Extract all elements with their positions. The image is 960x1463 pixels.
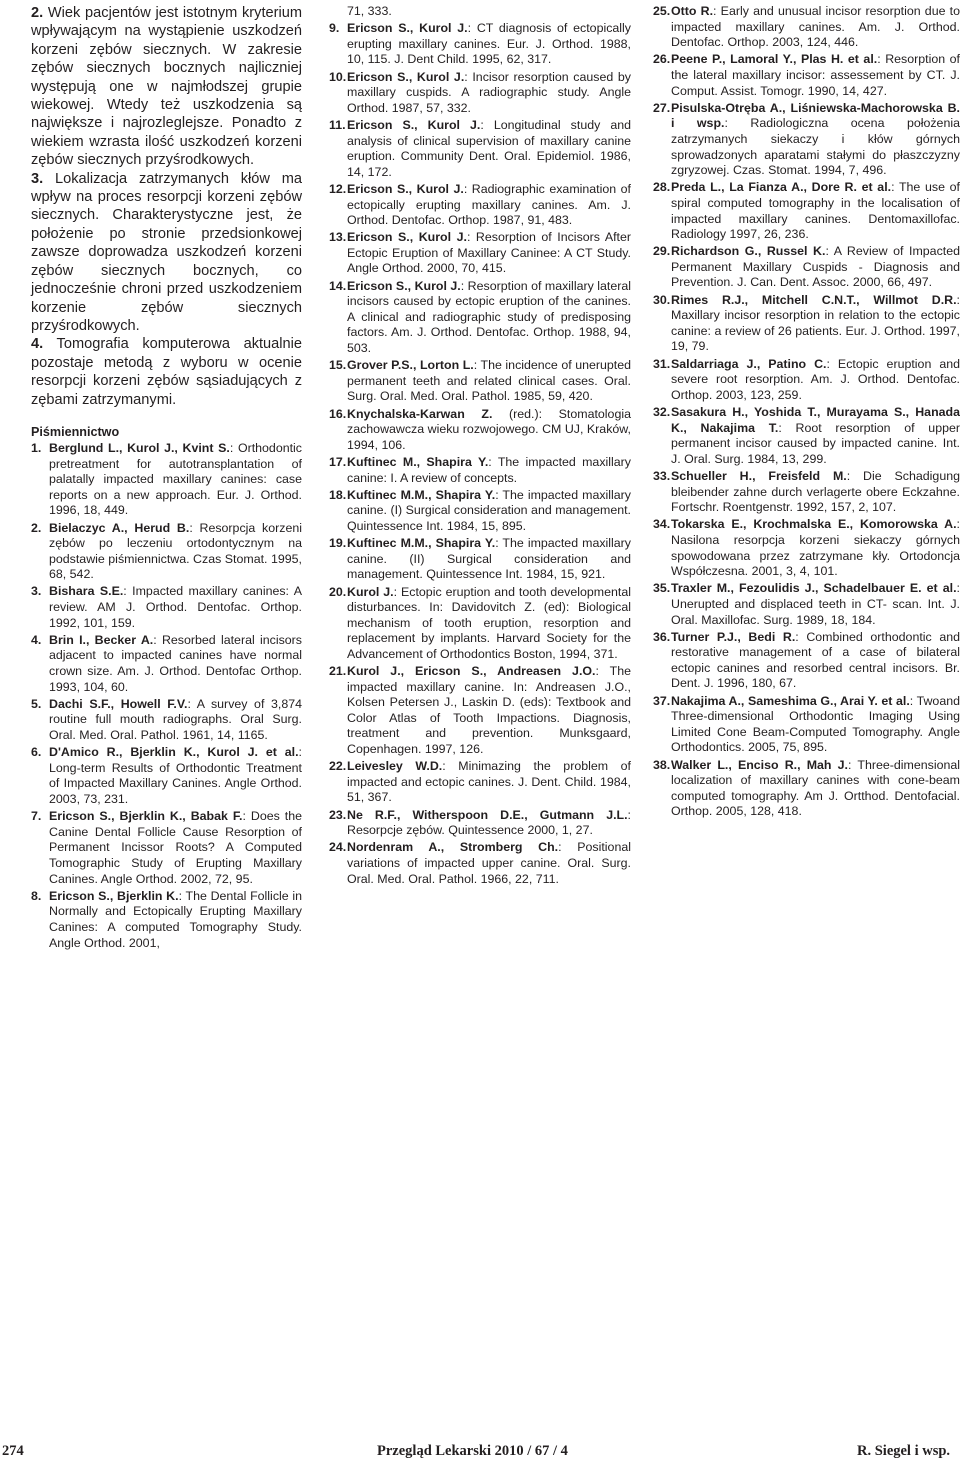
- reference-text: : Resorpcja korzeni zębów po leczeniu ortodontycznym na podstawie piśmiennictwa. Czas Stomat. 1995, 68, 542.: [49, 520, 302, 582]
- reference-item: [653, 52, 960, 99]
- reference-authors: Ericson S., Bjerklin K.: [49, 888, 179, 903]
- reference-text: : The impacted maxillary canine. In: Andreasen J.O., Kolsen Petersen J., Laskin D. (eds): Textbook and Color Atlas of Tooth Impactions. Diagnosis, treatment and prevention. Munksgaard, Copenhagen. 1997, 126.: [347, 664, 632, 757]
- reference-item: [329, 407, 631, 454]
- reference-item: [653, 357, 960, 404]
- reference-text: : Radiologiczna ocena położenia zatrzymanych siekaczy i kłów górnych sprowadzonych aparatami stałymi do płaszczyzny zgryzowej. Czas. Stomat. 1994, 7, 496.: [671, 116, 960, 178]
- reference-authors: Bishara S.E.: [49, 584, 124, 599]
- reference-text: : The incidence of unerupted permanent teeth and related clinical cases. Oral. Surg. Oral. Med. Oral. Pathol. 1985, 59, 420.: [347, 358, 631, 404]
- reference-text: : Longitudinal study and analysis of clinical supervision of maxillary canine eruption. Community Dent. Oral. Epidemiol. 1986, 14, 172.: [347, 117, 631, 179]
- reference-item: [31, 584, 302, 631]
- reference-item: [329, 230, 631, 277]
- reference-item: [329, 488, 631, 535]
- reference-item: [329, 21, 631, 68]
- reference-number: 24.: [329, 840, 347, 855]
- reference-authors: Ericson S., Kurol J.: [347, 21, 468, 36]
- reference-authors: Ericson S., Kurol J.: [347, 230, 467, 245]
- reference-continuation: 71, 333.: [347, 4, 392, 18]
- reference-number: 17.: [329, 454, 347, 469]
- reference-authors: Tokarska E., Krochmalska E., Komorowska A.: [671, 517, 957, 532]
- reference-text: : The Dental Follicle in Normally and Ectopically Erupting Maxillary Canines: A computed Tomography Study. Angle Orthod. 2001,: [49, 888, 303, 950]
- reference-item: [31, 441, 302, 519]
- reference-authors: D'Amico R., Bjerklin K., Kurol J. et al.: [49, 745, 299, 760]
- reference-text: : The use of spiral computed tomography in the localisation of impacted maxillary canines. Dentomaxillofac. Radiology 1997, 26, 236.: [671, 180, 960, 242]
- column-1: [31, 4, 302, 953]
- reference-number: 19.: [329, 536, 347, 551]
- conclusion-number: 4.: [31, 336, 44, 353]
- reference-number: 15.: [329, 358, 347, 373]
- reference-text: : Resorption of the lateral maxillary incisor: assessement by CT. J. Comput. Assist. Tomogr. 1990, 14, 427.: [671, 52, 960, 98]
- reference-text: : Impacted maxillary canines: A review. AM J. Orthod. Dentofac. Orthop. 1992, 101, 159.: [49, 584, 302, 630]
- reference-item: [31, 697, 302, 744]
- reference-authors: Kuftinec M.M., Shapira Y.: [347, 536, 496, 551]
- reference-text: : Incisor resorption caused by maxillary cuspids. A radiographic study. Angle Orthod. 1987, 57, 332.: [347, 69, 631, 115]
- reference-text: : Maxillary incisor resorption in relation to the ectopic canine: a review of 26 patients. Eur. J. Orthod. 1997, 19, 79.: [671, 292, 960, 354]
- reference-item: [329, 808, 631, 839]
- reference-authors: Nordenram A., Stromberg Ch.: [347, 840, 559, 855]
- reference-item: [653, 630, 960, 692]
- reference-item: [31, 889, 302, 951]
- reference-item: [329, 279, 631, 357]
- reference-text: : Positional variations of impacted upper canine. Oral. Surg. Oral. Med. Oral. Pathol. 1966, 22, 711.: [347, 840, 631, 886]
- conclusion-paragraph: [31, 335, 302, 409]
- reference-text: : The impacted maxillary canine: I. A review of concepts.: [347, 454, 631, 485]
- reference-number: 9.: [329, 21, 340, 36]
- reference-text: (red.): Stomatologia zachowawcza wieku rozwojowego. CM UJ, Kraków, 1994, 106.: [347, 406, 631, 452]
- reference-text: : Minimazing the problem of impacted and ectopic canines. J. Dent. Child. 1984, 51, 367.: [347, 759, 631, 805]
- reference-number: 33.: [653, 468, 671, 483]
- reference-item: [31, 521, 302, 583]
- conclusion-text: Tomografia komputerowa aktualnie pozostaje metodą z wyboru w ocenie resorpcji korzeni zębów sąsiadujących z zębami zatrzymanymi.: [31, 336, 302, 408]
- reference-item: [31, 809, 302, 887]
- reference-authors: Kuftinec M., Shapira Y.: [347, 454, 489, 469]
- reference-authors: Sasakura H., Yoshida T., Murayama S., Hanada K., Nakajima T.: [671, 405, 960, 435]
- reference-number: 36.: [653, 629, 671, 644]
- conclusion-number: 3.: [31, 170, 44, 187]
- reference-text: : Twoand Three-dimensional Orthodontic Imaging Using Limited Cone Beam-Computed Tomography. Angle Orthodontics. 2005, 75, 895.: [671, 693, 960, 755]
- reference-text: : Root resorption of upper permanent incisor caused by impacted canine. Int. J. Oral. Surg. 1984, 13, 299.: [671, 420, 960, 466]
- reference-number: 8.: [31, 888, 42, 903]
- reference-number: 29.: [653, 244, 671, 259]
- reference-item: [653, 694, 960, 756]
- reference-authors: Traxler M., Fezoulidis J., Schadelbauer E. et al.: [671, 581, 957, 596]
- reference-text: : The impacted maxillary canine. (II) Surgical consideration and management. Quintessence Int. 1984, 15, 921.: [347, 536, 631, 582]
- reference-authors: Otto R.: [671, 4, 714, 18]
- reference-item: [653, 469, 960, 516]
- reference-text: : Resorption of maxillary lateral incisors caused by ectopic eruption of the canines. A clinical and radiographic study of predisposing factors. Am. J. Orthod. Dentofac. Orthop. 1988, 94, 503.: [347, 278, 632, 356]
- reference-item: [31, 633, 302, 695]
- conclusions: [31, 4, 302, 409]
- reference-number: 7.: [31, 809, 42, 824]
- reference-number: 21.: [329, 664, 347, 679]
- page-number: 274: [2, 1443, 24, 1459]
- reference-number: 30.: [653, 292, 671, 307]
- reference-number: 14.: [329, 278, 347, 293]
- reference-authors: Walker L., Enciso R., Mah J.: [671, 757, 848, 772]
- conclusion-text: Wiek pacjentów jest istotnym kryterium wpływającym na wystąpienie uszkodzeń korzeni zębów siecznych. W zakresie zębów siecznych bocznych najliczniej występują one w najmłodszej grupie wiekowej. Wtedy też uszkodzenia są największe i najrozleglejsze. Ponadto z wiekiem wzrasta ilość uszkodzeń korzeni zębów siecznych przyśrodkowych.: [31, 5, 302, 169]
- reference-item: [329, 118, 631, 180]
- reference-text: : Die Schadigung bleibender zahne durch verlagerte obere Eckzahne. Fortschr. Roentgenstr. 1992, 157, 2, 107.: [671, 468, 960, 515]
- reference-number: 1.: [31, 440, 42, 455]
- reference-text: : Early and unusual incisor resorption due to impacted maxillary canines. Am. J. Orthod. Dentofac. Orthop. 2003, 124, 446.: [671, 4, 960, 50]
- reference-text: : CT diagnosis of ectopically erupting maxillary canines. Eur. J. Orthod. 1988, 10, 115. J. Dent Child. 1995, 62, 317.: [347, 21, 632, 67]
- reference-item: [653, 101, 960, 179]
- reference-authors: Pisulska-Otręba A., Liśniewska-Machorowska B. i wsp.: [671, 100, 960, 131]
- reference-item: [329, 536, 631, 583]
- reference-authors: Ericson S., Kurol J.: [347, 117, 481, 132]
- reference-number: 23.: [329, 807, 347, 822]
- reference-authors: Ericson S., Bjerklin K., Babak F.: [49, 809, 243, 824]
- reference-item: [329, 664, 631, 758]
- reference-number: 35.: [653, 581, 671, 596]
- reference-item: [653, 4, 960, 51]
- reference-number: 12.: [329, 181, 347, 196]
- reference-text: : Unerupted and displaced teeth in CT- scan. Int. J. Oral. Maxillofac. Surg. 1989, 18, 184.: [671, 581, 960, 627]
- reference-text: : Radiographic examination of ectopically erupting maxillary canines. Am. J. Orthod. Dentofac. Orthop. 1987, 91, 483.: [347, 181, 631, 228]
- reference-number: 10.: [329, 69, 347, 84]
- reference-number: 5.: [31, 696, 42, 711]
- reference-item: [31, 745, 302, 807]
- reference-number: 2.: [31, 520, 42, 535]
- reference-authors: Kurol J.: [347, 584, 394, 599]
- reference-number: 13.: [329, 230, 347, 245]
- reference-list: [653, 4, 960, 820]
- conclusion-paragraph: [31, 4, 302, 170]
- reference-authors: Saldarriaga J., Patino C.: [671, 356, 827, 371]
- reference-number: 25.: [653, 4, 671, 18]
- reference-text: : Resorpcje zębów. Quintessence 2000, 1, 27.: [347, 807, 631, 838]
- reference-text: : Ectopic eruption and severe root resorption. Am. J. Orthod. Dentofac. Orthop. 2003, 123, 259.: [671, 356, 960, 402]
- reference-number: 26.: [653, 52, 671, 67]
- reference-authors: Dachi S.F., Howell F.V.: [49, 696, 188, 711]
- reference-authors: Peene P., Lamoral Y., Plas H. et al.: [671, 52, 878, 67]
- reference-authors: Kuftinec M.M., Shapira Y.: [347, 487, 496, 502]
- reference-list: [31, 441, 302, 951]
- reference-number: 18.: [329, 487, 347, 502]
- reference-number: 16.: [329, 406, 347, 421]
- reference-authors: Bielaczyc A., Herud B.: [49, 520, 190, 535]
- reference-text: : Resorption of Incisors After Ectopic Eruption of Maxillary Caninee: A CT Study. Angle Orthod. 2000, 70, 415.: [347, 230, 632, 276]
- reference-number: 31.: [653, 356, 671, 371]
- reference-number: 32.: [653, 405, 671, 419]
- reference-item: [653, 758, 960, 820]
- reference-text: : The impacted maxillary canine. (I) Surgical consideration and management. Quintessence Int. 1984, 15, 895.: [347, 487, 631, 533]
- reference-authors: Ericson S., Kurol J.: [347, 69, 465, 84]
- column-2: [329, 4, 631, 889]
- reference-item: [329, 182, 631, 229]
- reference-text: : Combined orthodontic and restorative management of a case of bilateral ectopic canines and resorbed central incisors. Br. Dent. J. 1996, 180, 67.: [671, 629, 960, 691]
- reference-item: [653, 180, 960, 242]
- reference-authors: Turner P.J., Bedi R.: [671, 629, 796, 644]
- reference-item: [653, 244, 960, 291]
- journal-name: Przegląd Lekarski 2010 / 67 / 4: [377, 1443, 568, 1459]
- reference-item: [653, 581, 960, 628]
- reference-number: 3.: [31, 584, 42, 599]
- reference-text: : Nasilona resorpcja korzeni siekaczy górnych spowodowana przez zatrzymane kły. Ortodoncja Współczesna. 2001, 3, 4, 101.: [671, 517, 960, 579]
- conclusion-paragraph: [31, 170, 302, 336]
- reference-item: [329, 585, 631, 663]
- reference-authors: Ericson S., Kurol J.: [347, 278, 461, 293]
- reference-authors: Richardson G., Russel K.: [671, 244, 826, 259]
- reference-number: 28.: [653, 180, 671, 195]
- reference-authors: Berglund L., Kurol J., Kvint S.: [49, 440, 230, 455]
- reference-authors: Knychalska-Karwan Z.: [347, 406, 493, 421]
- reference-authors: Preda L., La Fianza A., Dore R. et al.: [671, 180, 892, 195]
- reference-number: 11.: [329, 117, 346, 132]
- reference-item: [653, 517, 960, 579]
- reference-text: : Ectopic eruption and tooth developmental disturbances. In: Davidovitch Z. (ed): Biological mechanism of tooth eruption, resorption and replacement by implants. Harvard Society for the Advancement of Orthodontics Boston, 1994, 371.: [347, 584, 631, 661]
- reference-number: 4.: [31, 632, 42, 647]
- conclusion-number: 2.: [31, 5, 44, 21]
- column-3: [653, 4, 960, 822]
- reference-text: : Orthodontic pretreatment for autotransplantation of palatally impacted maxillary canines: case reports on a new approach. Eur. J. Orthod. 1996, 18, 449.: [49, 440, 302, 518]
- reference-authors: Kurol J., Ericson S., Andreasen J.O.: [347, 664, 596, 679]
- reference-authors: Grover P.S., Lorton L.: [347, 358, 474, 373]
- reference-item: [653, 293, 960, 355]
- reference-text: : A Review of Impacted Permanent Maxillary Cuspids - Diagnosis and Prevention. J. Can. Dent. Assoc. 2000, 66, 497.: [671, 244, 960, 290]
- reference-item: [329, 759, 631, 806]
- reference-authors: Rimes R.J., Mitchell C.N.T., Willmot D.R.: [671, 292, 957, 307]
- reference-number: 22.: [329, 759, 347, 774]
- reference-item: [329, 455, 631, 486]
- reference-authors: Schueller H., Freisfeld M.: [671, 468, 847, 483]
- references-heading: Piśmiennictwo: [31, 424, 120, 439]
- reference-list: [329, 21, 631, 887]
- reference-authors: Nakajima A., Sameshima G., Arai Y. et al.: [671, 693, 910, 708]
- reference-authors: Ericson S., Kurol J.: [347, 181, 464, 196]
- conclusion-text: Lokalizacja zatrzymanych kłów ma wpływ na proces resorpcji korzeni zębów siecznych. Charakterystyczne jest, że położenie po stronie przedsionkowej zawsze doprowadza uszkodzeń korzeni zębów siecznych bocznych, co jednocześnie chroni przed uszkodzeniem korzenie zębów siecznych przyśrodkowych.: [31, 170, 302, 334]
- reference-number: 20.: [329, 584, 347, 599]
- reference-text: : Long-term Results of Orthodontic Treatment of Impacted Maxillary Canines. Angle Orthod. 2003, 73, 231.: [49, 745, 302, 806]
- reference-text: : Three-dimensional localization of maxillary canines with cone-beam computed tomography. Am J. Ortthod. Dentofacial. Orthop. 2005, 128, 418.: [671, 757, 960, 819]
- reference-item: [329, 358, 631, 405]
- reference-text: : Resorbed lateral incisors adjacent to impacted canines have normal crown size. Am. J. Orthod. Dentofac Orthop. 1993, 104, 60.: [49, 632, 303, 694]
- reference-number: 38.: [653, 757, 671, 772]
- running-authors: R. Siegel i wsp.: [857, 1443, 951, 1459]
- reference-authors: Brin I., Becker A.: [49, 632, 154, 647]
- reference-text: : Does the Canine Dental Follicle Cause Resorption of Permanent Incissor Roots? A Computed Tomographic Study of Erupting Maxillary Canines. Angle Orthod. 2002, 72, 95.: [49, 809, 303, 886]
- reference-item: [329, 70, 631, 117]
- reference-number: 27.: [653, 100, 671, 115]
- reference-item: [653, 405, 960, 467]
- reference-item: [329, 840, 631, 887]
- reference-text: : A survey of 3,874 routine full mouth radiographs. Oral Surg. Oral. Med. Oral. Pathol. 1961, 14, 1165.: [49, 696, 302, 742]
- reference-number: 37.: [653, 693, 671, 708]
- reference-number: 6.: [31, 745, 42, 760]
- reference-number: 34.: [653, 517, 671, 532]
- reference-authors: Leivesley W.D.: [347, 759, 443, 774]
- reference-authors: Ne R.F., Witherspoon D.E., Gutmann J.L.: [347, 807, 628, 822]
